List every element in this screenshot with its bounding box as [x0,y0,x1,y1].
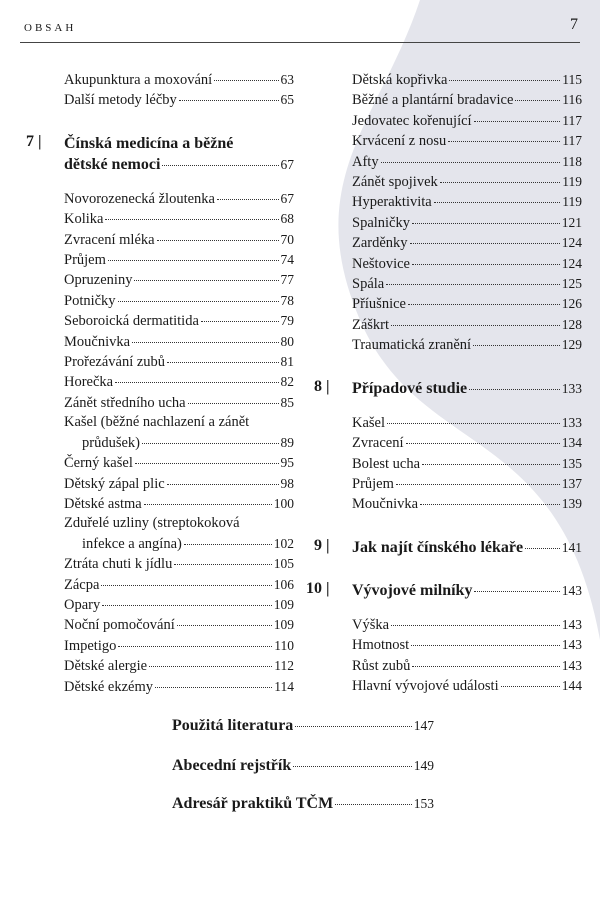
appendix-entry[interactable]: Použitá literatura 147 [172,717,434,734]
toc-entry[interactable]: Noční pomočování 109 [64,617,294,634]
toc-entry[interactable]: Příušnice 126 [352,296,582,313]
toc-entry[interactable]: Ztráta chuti k jídlu 105 [64,556,294,573]
toc-entry[interactable]: Dětský zápal plic 98 [64,475,294,492]
toc-entry[interactable]: Impetigo 110 [64,637,294,654]
chapter-number: 9 | [314,536,330,554]
toc-entry[interactable]: Opary 109 [64,596,294,613]
toc-entry[interactable]: Průjem 137 [352,475,582,492]
chapter-10-heading[interactable]: 10 | Vývojové milníky 143 [306,579,582,599]
toc-entry[interactable]: Krvácení z nosu 117 [352,133,582,150]
toc-entry[interactable]: Zánět spojivek 119 [352,174,582,191]
chapter-number: 10 | [306,579,330,597]
toc-entry[interactable]: Dětské astma 100 [64,495,294,512]
toc-entry[interactable]: Novorozenecká žloutenka 67 [64,190,294,207]
toc-entry[interactable]: Spalničky 121 [352,214,582,231]
appendix-entry[interactable]: Adresář praktiků TČM 153 [172,795,434,812]
toc-right-column [306,70,582,696]
toc-entry[interactable]: Prořezávání zubů 81 [64,354,294,371]
page-number: 7 [570,16,578,33]
toc-entry[interactable]: Kašel 133 [352,414,582,431]
toc-entry[interactable]: Zácpa 106 [64,576,294,593]
toc-entry[interactable]: Dětská kopřivka 115 [352,72,582,88]
chapter-9-heading[interactable]: 9 | Jak najít čínského lékaře 141 [314,536,582,556]
toc-entry[interactable]: Hmotnost 143 [352,637,582,654]
toc-entry[interactable]: Hlavní vývojové události 144 [352,677,582,694]
toc-entry[interactable]: Hyperaktivita 119 [352,194,582,211]
toc-entry[interactable]: Zarděnky 124 [352,235,582,252]
toc-entry[interactable]: Výška 143 [352,616,582,633]
header-rule [20,42,580,43]
chapter-number: 7 | [26,132,42,150]
toc-entry[interactable]: Dětské alergie 112 [64,658,294,675]
toc-entry[interactable]: Horečka 82 [64,374,294,391]
toc-entry[interactable]: Seboroická dermatitida 79 [64,313,294,330]
toc-entry[interactable]: Jedovatec kořenující 117 [352,112,582,129]
toc-entry[interactable]: Traumatická zranění 129 [352,337,582,354]
chapter-number: 8 | [314,377,330,395]
toc-entry[interactable]: Průjem 74 [64,252,294,269]
toc-entry[interactable]: Zánět středního ucha 85 [64,394,294,411]
toc-entry[interactable]: Záškrt 128 [352,316,582,333]
toc-entry[interactable]: Neštovice 124 [352,255,582,272]
toc-entry[interactable]: Akupunktura a moxování 63 [64,72,294,88]
toc-entry[interactable]: Opruzeniny 77 [64,272,294,289]
toc-entry[interactable]: Dětské ekzémy 114 [64,678,294,695]
running-header: OBSAH [24,22,77,34]
toc-entry[interactable]: Afty 118 [352,153,582,170]
toc-entry-multiline[interactable]: Zduřelé uzliny (streptokoková infekce a angína) 102 [64,515,294,552]
toc-entry[interactable]: Běžné a plantární bradavice 116 [352,92,582,109]
toc-entry[interactable]: Zvracení mléka 70 [64,231,294,248]
toc-left-column [26,70,294,697]
toc-entry[interactable]: Spála 125 [352,276,582,293]
toc-entry[interactable]: Černý kašel 95 [64,455,294,472]
chapter-7-heading[interactable]: 7 | Čínská medicína a běžné dětské nemoci 67 [26,132,294,173]
toc-entry[interactable]: Růst zubů 143 [352,657,582,674]
toc-entry[interactable]: Potničky 78 [64,292,294,309]
toc-entry[interactable]: Moučnivka 80 [64,333,294,350]
toc-entry-multiline[interactable]: Kašel (běžné nachlazení a zánět průdušek) 89 [64,414,294,451]
appendix-entry[interactable]: Abecední rejstřík 149 [172,757,434,774]
toc-entry[interactable]: Moučnivka 139 [352,496,582,513]
chapter-8-heading[interactable]: 8 | Případové studie 133 [314,377,582,397]
toc-entry[interactable]: Kolika 68 [64,211,294,228]
toc-entry[interactable]: Další metody léčby 65 [64,92,294,109]
toc-entry[interactable]: Bolest ucha 135 [352,455,582,472]
toc-entry[interactable]: Zvracení 134 [352,435,582,452]
